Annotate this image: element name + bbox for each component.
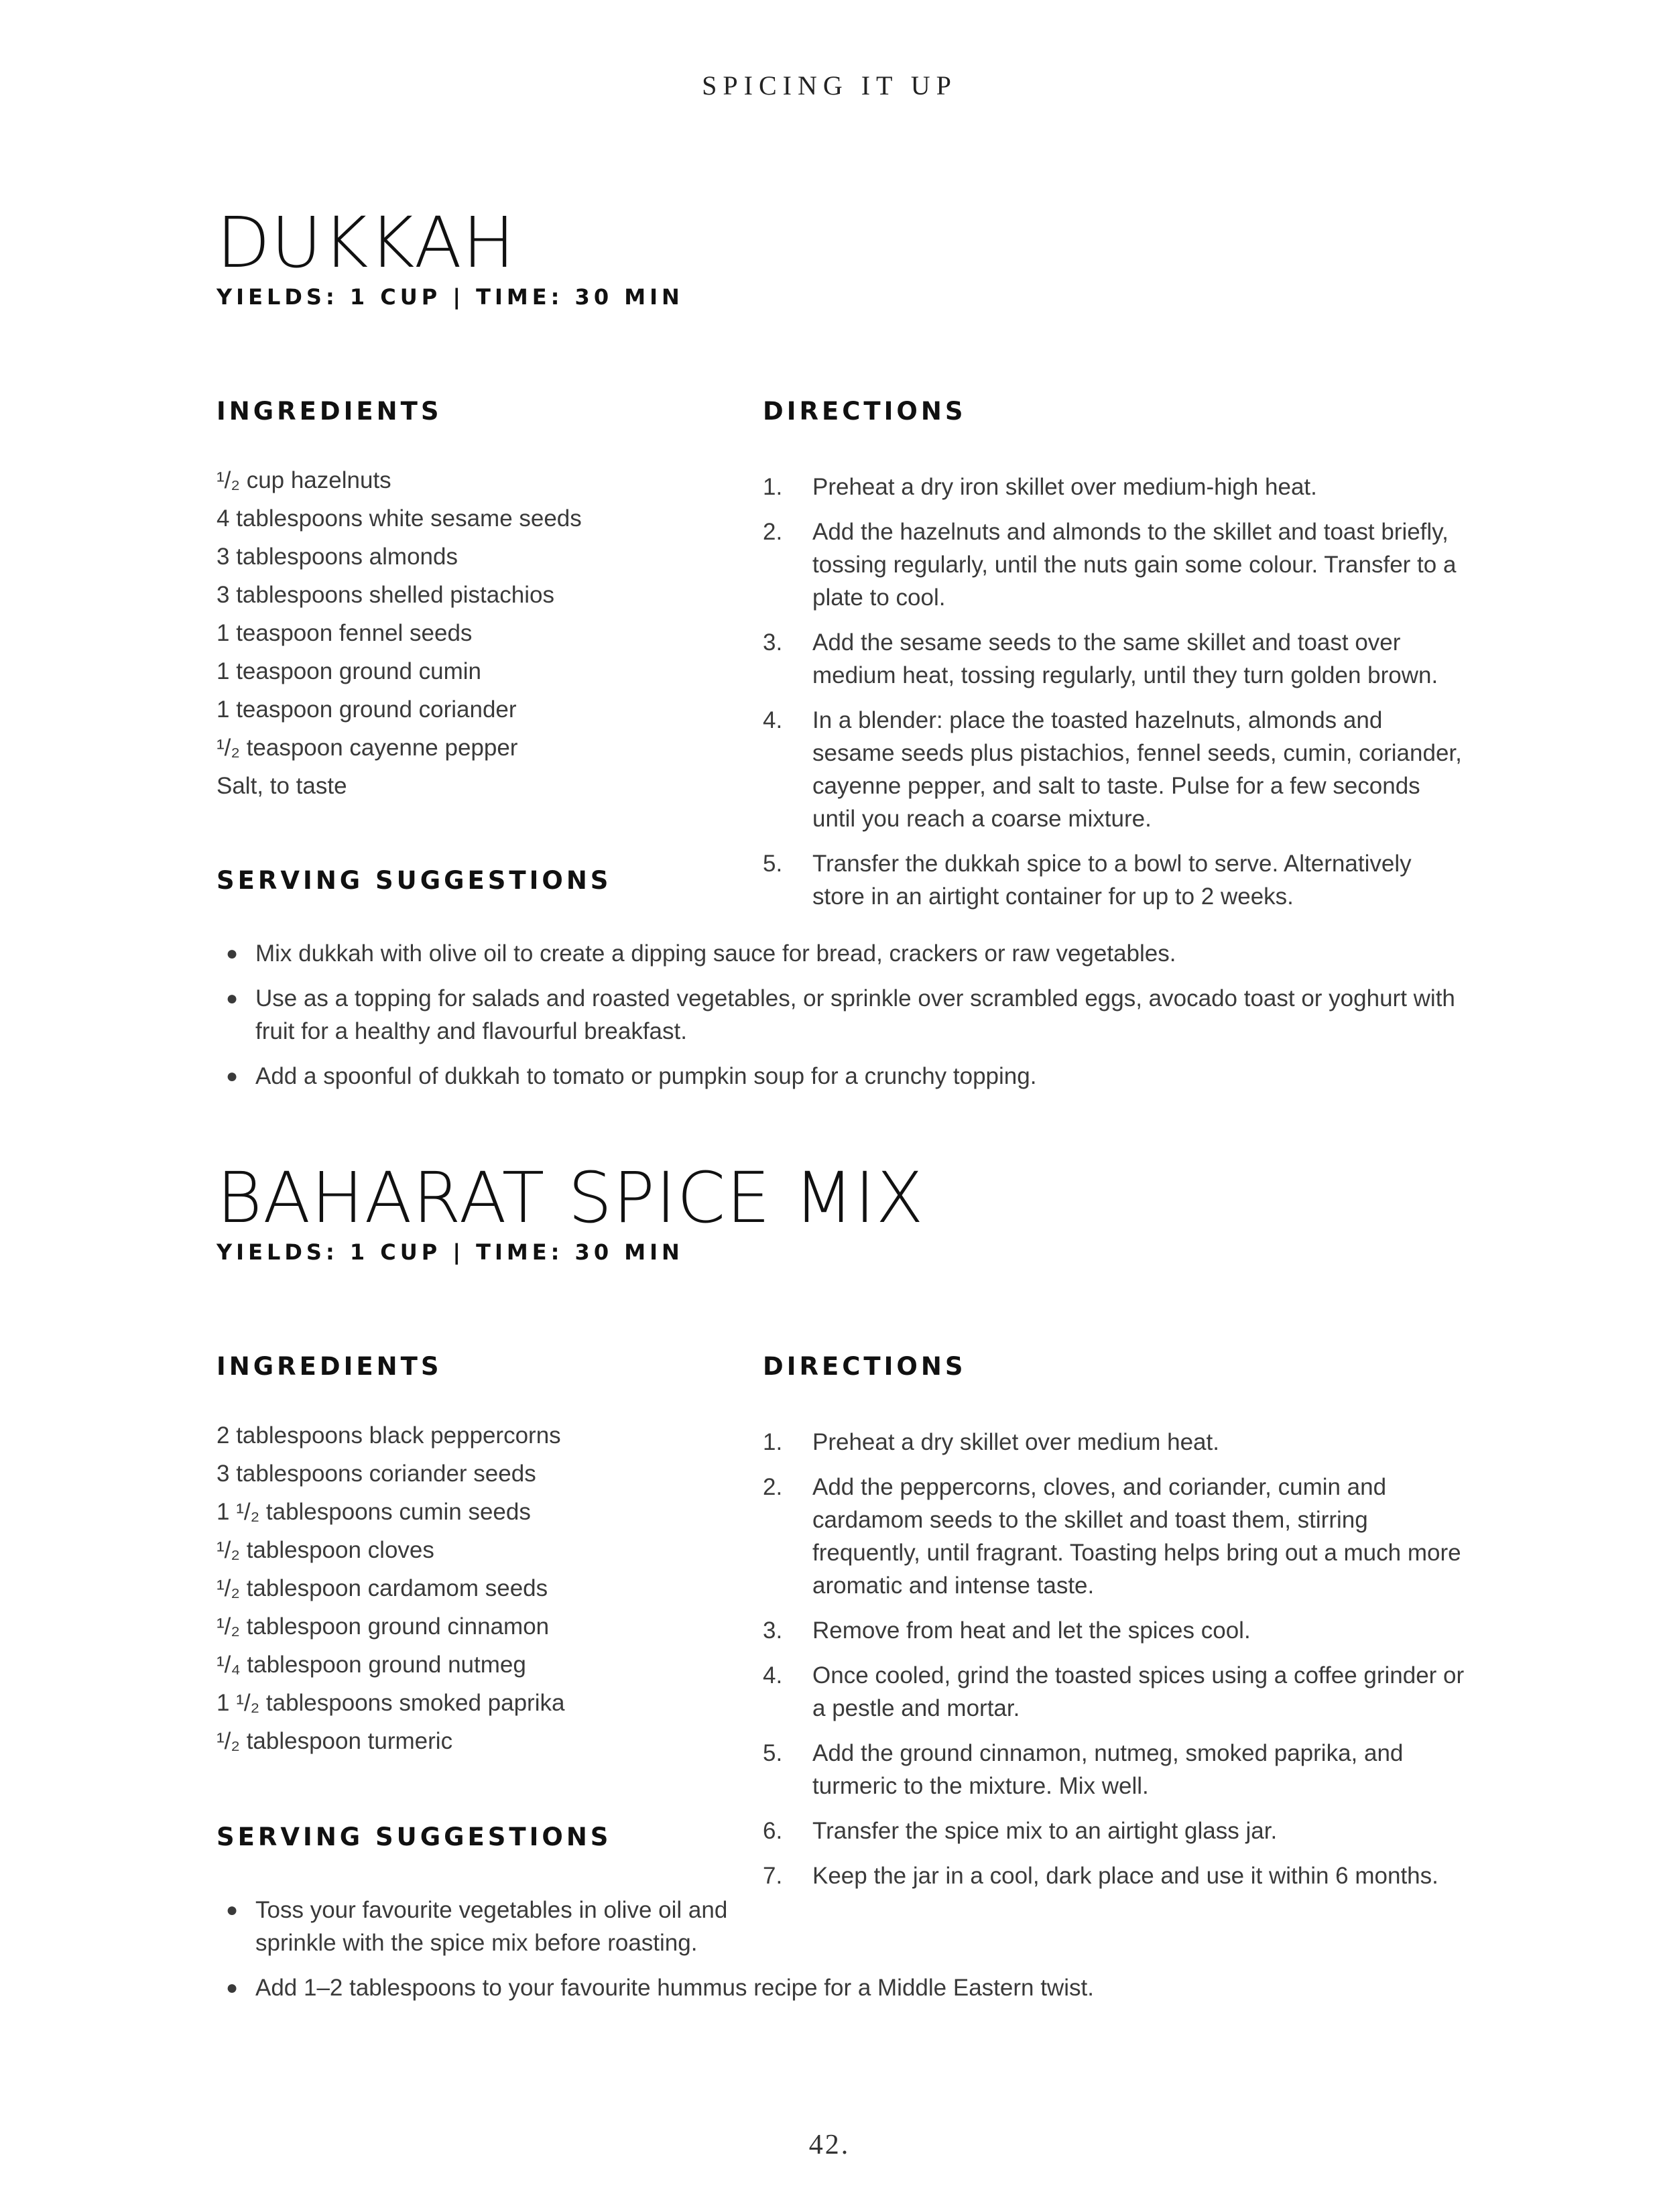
recipe-meta: YIELDS: 1 CUP | TIME: 30 MIN (217, 284, 684, 310)
ingredient-item: Salt, to taste (217, 773, 347, 799)
bullet-icon: ● (226, 942, 239, 965)
ingredient-item: 1 teaspoon fennel seeds (217, 620, 473, 646)
suggestion-item: ● Mix dukkah with olive oil to create a dipping sauce for bread, crackers or raw vegetables. (217, 937, 1463, 970)
step-text: Add the peppercorns, cloves, and coriander, cumin and cardamom seeds to the skillet and toast them, stirring frequently, until fragrant. Toasting helps bring out a much more aromatic and intense taste. (812, 1474, 1461, 1599)
suggestion-item: ● Use as a topping for salads and roasted vegetables, or sprinkle over scrambled eggs, avocado toast or yoghurt with fruit for a healthy and flavourful breakfast. (217, 982, 1463, 1048)
direction-step (763, 847, 1467, 913)
step-number: 6. (763, 1818, 783, 1844)
directions-list (763, 1426, 1467, 1904)
directions-heading: DIRECTIONS (763, 1352, 967, 1381)
step-number: 3. (763, 629, 783, 656)
ingredient-item: ¹/₂ teaspoon cayenne pepper (217, 735, 518, 761)
ingredients-list (217, 1416, 726, 1760)
ingredient-item: 1 teaspoon ground cumin (217, 658, 481, 684)
serving-suggestions-list (217, 1894, 1463, 2016)
step-number: 3. (763, 1617, 783, 1644)
ingredient-item: 3 tablespoons coriander seeds (217, 1461, 536, 1487)
bullet-icon: ● (226, 1977, 239, 1999)
ingredient-item: 3 tablespoons almonds (217, 544, 458, 570)
direction-step (763, 1859, 1467, 1892)
ingredient-item: 4 tablespoons white sesame seeds (217, 505, 582, 532)
step-number: 5. (763, 1740, 783, 1766)
step-number: 2. (763, 1474, 783, 1500)
direction-step (763, 704, 1467, 835)
step-number: 5. (763, 851, 783, 877)
bullet-icon: ● (226, 1899, 239, 1921)
direction-step (763, 1471, 1467, 1602)
recipe-meta: YIELDS: 1 CUP | TIME: 30 MIN (217, 1239, 684, 1265)
step-text: Add the hazelnuts and almonds to the skillet and toast briefly, tossing regularly, until the nuts gain some colour. Transfer to a plate to cool. (812, 519, 1457, 611)
step-text: Transfer the dukkah spice to a bowl to serve. Alternatively store in an airtight container for up to 2 weeks. (812, 851, 1412, 910)
directions-list (763, 471, 1467, 925)
recipe-title: DUKKAH (217, 202, 516, 284)
direction-step (763, 626, 1467, 692)
step-text: Add the ground cinnamon, nutmeg, smoked paprika, and turmeric to the mixture. Mix well. (812, 1740, 1404, 1799)
step-number: 1. (763, 1429, 783, 1455)
step-text: Add the sesame seeds to the same skillet and toast over medium heat, tossing regularly, until they turn golden brown. (812, 629, 1438, 688)
step-number: 4. (763, 1662, 783, 1688)
ingredient-item: ¹/₂ tablespoon cloves (217, 1537, 434, 1563)
ingredient-item: 1 ¹/₂ tablespoons cumin seeds (217, 1499, 531, 1525)
ingredient-item: 1 teaspoon ground coriander (217, 696, 517, 723)
direction-step (763, 1737, 1467, 1802)
ingredient-item: 3 tablespoons shelled pistachios (217, 582, 554, 608)
step-number: 1. (763, 474, 783, 500)
ingredients-heading: INGREDIENTS (217, 1352, 442, 1381)
ingredient-item: 2 tablespoons black peppercorns (217, 1422, 561, 1449)
bullet-icon: ● (226, 987, 239, 1009)
ingredient-item: ¹/₂ tablespoon ground cinnamon (217, 1613, 550, 1640)
recipe-title: BAHARAT SPICE MIX (217, 1157, 924, 1239)
serving-suggestions-heading: SERVING SUGGESTIONS (217, 1823, 612, 1851)
step-text: Preheat a dry iron skillet over medium-high heat. (812, 474, 1317, 500)
ingredients-list (217, 461, 726, 805)
step-text: Preheat a dry skillet over medium heat. (812, 1429, 1219, 1455)
ingredient-item: 1 ¹/₂ tablespoons smoked paprika (217, 1690, 565, 1716)
step-text: In a blender: place the toasted hazelnuts, almonds and sesame seeds plus pistachios, fennel seeds, cumin, coriander, cayenne pepper, and salt to taste. Pulse for a few seconds until you reach a coarse mixture. (812, 707, 1462, 832)
ingredient-item: ¹/₄ tablespoon ground nutmeg (217, 1652, 526, 1678)
serving-suggestions-list (217, 937, 1463, 1105)
suggestion-item: ● Add 1–2 tablespoons to your favourite hummus recipe for a Middle Eastern twist. (217, 1971, 1463, 2004)
ingredient-item: ¹/₂ cup hazelnuts (217, 467, 391, 493)
recipe-baharat (217, 1157, 1465, 2001)
direction-step (763, 1815, 1467, 1847)
ingredient-item: ¹/₂ tablespoon cardamom seeds (217, 1575, 548, 1601)
serving-suggestions-heading: SERVING SUGGESTIONS (217, 866, 612, 895)
suggestion-item: ● Add a spoonful of dukkah to tomato or pumpkin soup for a crunchy topping. (217, 1060, 1463, 1093)
step-number: 2. (763, 519, 783, 545)
step-text: Keep the jar in a cool, dark place and use it within 6 months. (812, 1863, 1438, 1889)
directions-heading: DIRECTIONS (763, 397, 967, 426)
direction-step (763, 1426, 1467, 1459)
bullet-icon: ● (226, 1065, 239, 1087)
step-number: 4. (763, 707, 783, 733)
direction-step (763, 1614, 1467, 1647)
suggestion-item: ● Toss your favourite vegetables in olive oil and sprinkle with the spice mix before roasting. (217, 1894, 1463, 1959)
direction-step (763, 471, 1467, 503)
step-text: Transfer the spice mix to an airtight glass jar. (812, 1818, 1278, 1844)
step-number: 7. (763, 1863, 783, 1889)
ingredient-item: ¹/₂ tablespoon turmeric (217, 1728, 453, 1754)
direction-step (763, 1659, 1467, 1725)
running-head: SPICING IT UP (702, 70, 957, 101)
ingredients-heading: INGREDIENTS (217, 397, 442, 426)
recipe-dukkah (217, 202, 1463, 1089)
step-text: Once cooled, grind the toasted spices using a coffee grinder or a pestle and mortar. (812, 1662, 1465, 1721)
page-number: 42. (808, 2130, 851, 2160)
direction-step (763, 515, 1467, 614)
step-text: Remove from heat and let the spices cool. (812, 1617, 1251, 1644)
